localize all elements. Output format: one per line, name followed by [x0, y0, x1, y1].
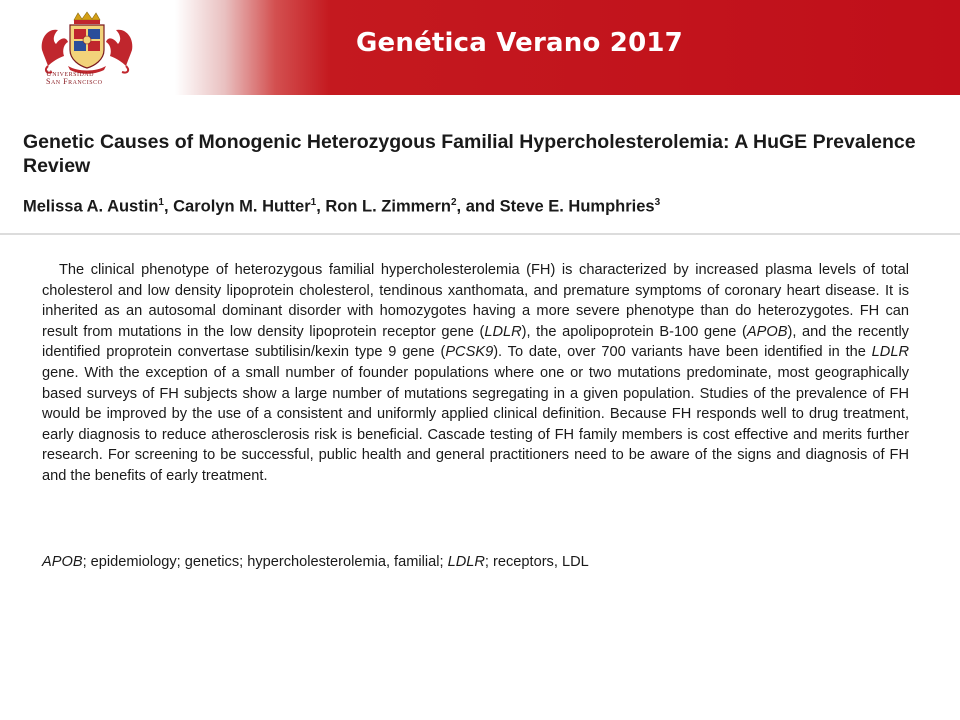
- author-name: Carolyn M. Hutter: [173, 197, 311, 216]
- keyword-text: ; epidemiology; genetics; hypercholesterolemia, familial;: [82, 554, 448, 570]
- author-list: [23, 197, 660, 217]
- keyword-italic: LDLR: [447, 554, 485, 570]
- keyword-italic: APOB: [42, 554, 83, 570]
- author-name: Melissa A. Austin: [23, 197, 159, 216]
- keywords-line: [42, 554, 589, 570]
- author-affiliation: 1: [310, 197, 317, 208]
- abstract-paragraph: [42, 260, 909, 487]
- university-wordmark-line1: Universidad: [46, 69, 94, 78]
- university-wordmark: [46, 70, 128, 86]
- gene-name-italic: PCSK9: [445, 344, 494, 361]
- author-separator: ,: [163, 197, 174, 216]
- gene-name-italic: APOB: [746, 323, 788, 340]
- author-separator: ,: [316, 197, 326, 216]
- gene-name-italic: LDLR: [871, 344, 909, 361]
- author-separator: , and: [456, 197, 500, 216]
- gene-name-italic: LDLR: [484, 323, 522, 340]
- author-affiliation: 2: [450, 197, 457, 208]
- title-banner: [0, 0, 960, 95]
- author-name: Steve E. Humphries: [499, 197, 655, 216]
- author-affiliation: 3: [654, 197, 661, 208]
- university-wordmark-line2: San Francisco: [46, 77, 103, 86]
- abstract-text: ), the apolipoprotein B-100 gene (: [521, 323, 747, 340]
- abstract-text: The clinical phenotype of heterozygous familial hypercholesterolemia (FH) is characterized by increased plasma levels of total cholesterol and low density lipoprotein cholesterol, tendinous xanthomata, and premature symptoms of coronary heart disease. It is inherited as an autosomal dominant disorder with homozygotes having a more severe phenotype than do heterozygotes. FH can result from mutations in the low density lipoprotein receptor gene (: [42, 262, 909, 340]
- author-name: Ron L. Zimmern: [325, 197, 451, 216]
- section-divider: [0, 233, 960, 235]
- author-affiliation: 1: [158, 197, 164, 208]
- keyword-text: ; receptors, LDL: [484, 554, 589, 570]
- paper-title: Genetic Causes of Monogenic Heterozygous Familial Hypercholesterolemia: A HuGE Prevalence Review: [23, 131, 916, 177]
- abstract-text: ), and the recently identified proprotein convertase subtilisin/kexin type 9 gene (: [42, 323, 909, 361]
- abstract-text: ). To date, over 700 variants have been identified in the: [493, 344, 872, 361]
- abstract-text: gene. With the exception of a small number of founder populations where one or two mutations predominate, most geographically based surveys of FH subjects show a large number of mutations segregating in a given population. Studies of the prevalence of FH would be improved by the use of a consistent and uniformly applied clinical definition. Because FH responds well to drug treatment, early diagnosis to reduce atherosclerosis risk is beneficial. Cascade testing of FH family members is cost effective and merits further research. For screening to be successful, public health and general practitioners need to be aware of the signs and diagnosis of FH and the benefits of early treatment.: [42, 364, 909, 484]
- course-title: Genética Verano 2017: [356, 28, 683, 58]
